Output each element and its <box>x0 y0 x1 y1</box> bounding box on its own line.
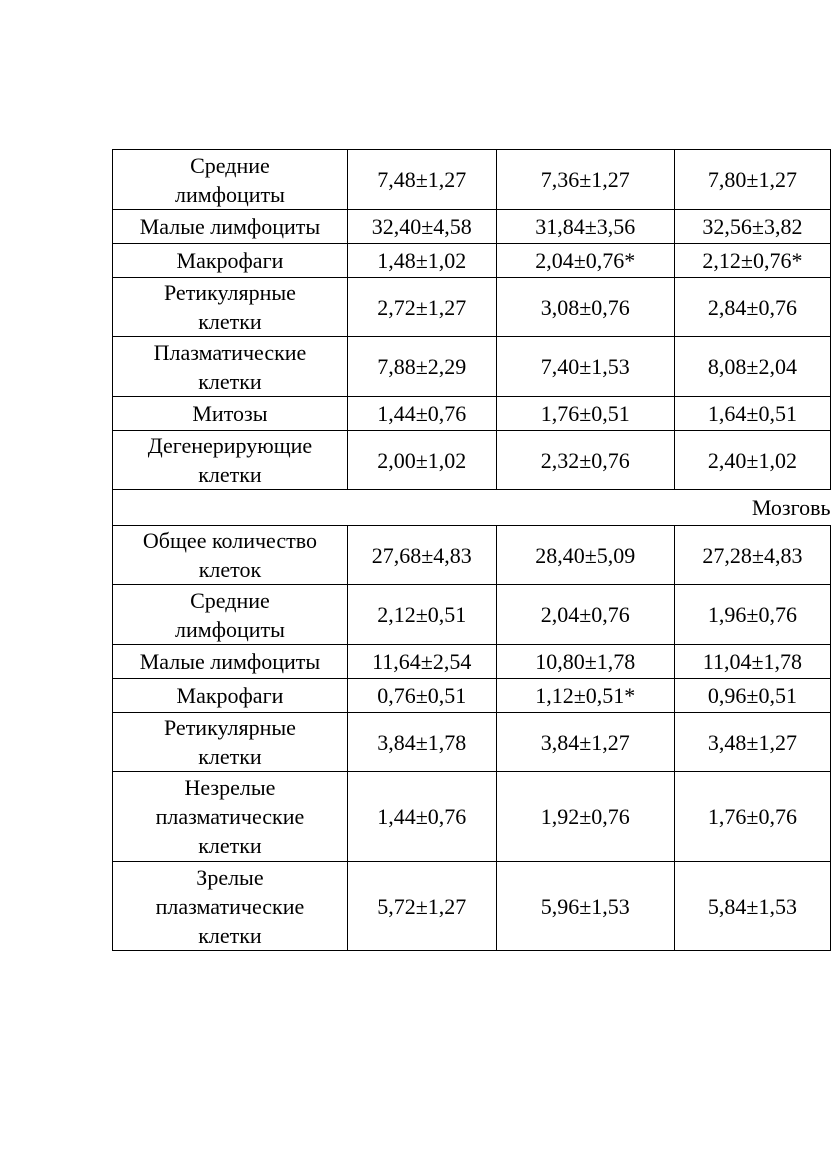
table-row <box>113 431 831 490</box>
value-cell: 3,84±1,78 <box>347 713 496 772</box>
row-label: Ретикулярные клетки <box>113 713 348 772</box>
value-cell: 32,40±4,58 <box>347 210 496 244</box>
value-cell: 2,04±0,76* <box>496 244 674 278</box>
row-label: Малые лимфоциты <box>113 645 348 679</box>
section-row <box>113 490 831 526</box>
row-label: Незрелые плазматические клетки <box>113 772 348 862</box>
value-cell: 2,84±0,76 <box>674 278 830 337</box>
value-cell: 7,88±2,29 <box>347 337 496 397</box>
value-cell: 2,12±0,76* <box>674 244 830 278</box>
value-cell: 1,96±0,76 <box>674 585 830 645</box>
value-cell: 2,32±0,76 <box>496 431 674 490</box>
value-cell: 2,04±0,76 <box>496 585 674 645</box>
section-heading: Мозговь <box>113 490 831 526</box>
row-label: Зрелые плазматические клетки <box>113 862 348 951</box>
value-cell: 27,28±4,83 <box>674 526 830 585</box>
table-row <box>113 150 831 210</box>
value-cell: 7,48±1,27 <box>347 150 496 210</box>
row-label: Митозы <box>113 397 348 431</box>
table-row <box>113 713 831 772</box>
row-label: Дегенерирующие клетки <box>113 431 348 490</box>
row-label: Макрофаги <box>113 679 348 713</box>
table-row <box>113 337 831 397</box>
row-label: Общее количество клеток <box>113 526 348 585</box>
value-cell: 11,64±2,54 <box>347 645 496 679</box>
row-label: Малые лимфоциты <box>113 210 348 244</box>
value-cell: 0,76±0,51 <box>347 679 496 713</box>
value-cell: 32,56±3,82 <box>674 210 830 244</box>
value-cell: 0,96±0,51 <box>674 679 830 713</box>
value-cell: 28,40±5,09 <box>496 526 674 585</box>
table-row <box>113 862 831 951</box>
value-cell: 27,68±4,83 <box>347 526 496 585</box>
value-cell: 10,80±1,78 <box>496 645 674 679</box>
value-cell: 8,08±2,04 <box>674 337 830 397</box>
value-cell: 3,08±0,76 <box>496 278 674 337</box>
table-row <box>113 244 831 278</box>
value-cell: 1,44±0,76 <box>347 772 496 862</box>
value-cell: 7,40±1,53 <box>496 337 674 397</box>
value-cell: 2,40±1,02 <box>674 431 830 490</box>
value-cell: 1,76±0,76 <box>674 772 830 862</box>
table-row <box>113 679 831 713</box>
row-label: Ретикулярные клетки <box>113 278 348 337</box>
table-row <box>113 210 831 244</box>
value-cell: 2,72±1,27 <box>347 278 496 337</box>
row-label: Макрофаги <box>113 244 348 278</box>
row-label: Средние лимфоциты <box>113 585 348 645</box>
table-row <box>113 526 831 585</box>
value-cell: 1,12±0,51* <box>496 679 674 713</box>
value-cell: 1,44±0,76 <box>347 397 496 431</box>
table-row <box>113 645 831 679</box>
value-cell: 1,92±0,76 <box>496 772 674 862</box>
table-row <box>113 772 831 862</box>
data-table <box>112 149 831 951</box>
value-cell: 1,48±1,02 <box>347 244 496 278</box>
table-row <box>113 278 831 337</box>
value-cell: 2,00±1,02 <box>347 431 496 490</box>
row-label: Средние лимфоциты <box>113 150 348 210</box>
value-cell: 31,84±3,56 <box>496 210 674 244</box>
value-cell: 5,72±1,27 <box>347 862 496 951</box>
value-cell: 5,84±1,53 <box>674 862 830 951</box>
value-cell: 1,64±0,51 <box>674 397 830 431</box>
value-cell: 7,80±1,27 <box>674 150 830 210</box>
table-row <box>113 585 831 645</box>
table-row <box>113 397 831 431</box>
value-cell: 7,36±1,27 <box>496 150 674 210</box>
value-cell: 3,48±1,27 <box>674 713 830 772</box>
value-cell: 5,96±1,53 <box>496 862 674 951</box>
row-label: Плазматические клетки <box>113 337 348 397</box>
value-cell: 1,76±0,51 <box>496 397 674 431</box>
value-cell: 3,84±1,27 <box>496 713 674 772</box>
value-cell: 11,04±1,78 <box>674 645 830 679</box>
value-cell: 2,12±0,51 <box>347 585 496 645</box>
